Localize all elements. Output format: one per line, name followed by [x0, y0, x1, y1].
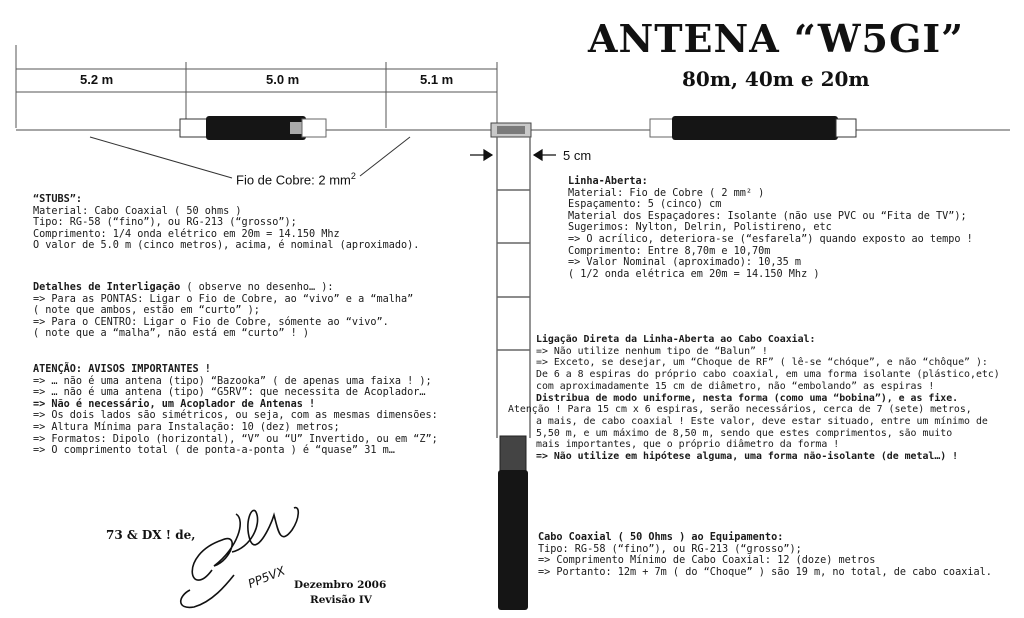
wire-label	[236, 171, 356, 187]
coax-feed	[498, 436, 528, 610]
interconnect-heading	[33, 282, 413, 294]
interconnect-line: ( note que a “malha”, não está em “curto” ! )	[33, 328, 310, 340]
spacing-arrows	[470, 150, 556, 160]
open-line-line: Material dos Espaçadores: Isolante (não use PVC ou “Fita de TV”);	[568, 210, 967, 222]
warnings-line: => O comprimento total ( de ponta-a-ponta ) é “quase” 31 m…	[33, 445, 395, 457]
warnings-title: ATENÇÃO: AVISOS IMPORTANTES !	[33, 364, 211, 375]
right-stub	[650, 116, 856, 140]
signoff-revision: Revisão IV	[310, 594, 372, 606]
interconnect-line: ( note que ambos, estão em “curto” );	[33, 305, 260, 317]
open-line-title: Linha-Aberta:	[568, 176, 648, 187]
direct-line: mais importantes, que o próprio diâmetro da forma !	[536, 439, 840, 451]
warnings-section	[33, 364, 438, 457]
direct-line: Atenção ! Para 15 cm x 6 espiras, serão necessários, cerca de 7 (sete) metros,	[508, 404, 972, 416]
stubs-section	[33, 194, 419, 252]
direct-title: Ligação Direta da Linha-Aberta ao Cabo Coaxial:	[536, 334, 816, 345]
page-title: ANTENA “W5GI”	[588, 16, 965, 61]
coax-line: Tipo: RG-58 (“fino”), ou RG-213 (“grosso”);	[538, 543, 802, 555]
signoff-greeting: 73 & DX ! de,	[106, 528, 196, 542]
open-line-line: ( 1/2 onda elétrica em 20m = 14.150 Mhz )	[568, 268, 820, 280]
dimension-seg1: 5.2 m	[80, 72, 114, 87]
interconnect-title-rest: ( observe no desenho… ):	[180, 282, 334, 293]
dimension-seg3: 5.1 m	[420, 72, 454, 87]
signature-scribble	[181, 508, 299, 608]
wire-label-text: Fio de Cobre: 2 mm	[236, 172, 351, 188]
interconnect-title: Detalhes de Interligação	[33, 282, 181, 293]
signoff-date: Dezembro 2006	[294, 579, 387, 591]
direct-line: De 6 a 8 espiras do próprio cabo coaxial, em uma forma isolante (plástico,etc)	[536, 369, 1000, 381]
warnings-line: => Não é necessário, um Acoplador de Antenas !	[33, 398, 316, 410]
dimension-seg2: 5.0 m	[266, 72, 300, 87]
open-line-section	[568, 176, 973, 280]
direct-line: => Não utilize em hipótese alguma, uma forma não-isolante (de metal…) !	[536, 451, 959, 463]
open-line-line: Comprimento: Entre 8,70m e 10,70m	[568, 245, 771, 257]
warnings-line: => Os dois lados são simétricos, ou seja, com as mesmas dimensões:	[33, 410, 438, 422]
interconnect-line: => Para as PONTAS: Ligar o Fio de Cobre, ao “vivo” e a “malha”	[33, 293, 414, 305]
direct-line: 5,50 m, e um máximo de 8,50 m, sendo que estes comprimentos, são muito	[536, 427, 953, 439]
open-line-line: Material: Fio de Cobre ( 2 mm² )	[568, 187, 765, 199]
open-line-line: Sugerimos: Nylton, Delrin, Polistireno, etc	[568, 222, 832, 234]
direct-line: a mais, de cabo coaxial ! Este valor, deve estar situado, entre um mínimo de	[536, 415, 988, 427]
stubs-line: Tipo: RG-58 (“fino”), ou RG-213 (“grosso”);	[33, 217, 297, 229]
open-line-line: Espaçamento: 5 (cinco) cm	[568, 199, 722, 211]
warnings-line: => … não é uma antena (tipo) “Bazooka” ( de apenas uma faixa ! );	[33, 375, 432, 387]
warnings-line: => … não é uma antena (tipo) “G5RV”: que necessita de Acoplador…	[33, 387, 426, 399]
stubs-line: Comprimento: 1/4 onda elétrico em 20m = 14.150 Mhz	[33, 228, 340, 240]
interconnect-section	[33, 282, 413, 340]
direct-line: => Não utilize nenhum tipo de “Balun” !	[536, 345, 768, 357]
interconnect-line: => Para o CENTRO: Ligar o Fio de Cobre, sómente ao “vivo”.	[33, 316, 389, 328]
direct-line: com aproximadamente 15 cm de diâmetro, não “embolando” as espiras !	[536, 380, 935, 392]
open-line-line: => Valor Nominal (aproximado): 10,35 m	[568, 257, 802, 269]
coax-title: Cabo Coaxial ( 50 Ohms ) ao Equipamento:	[538, 532, 784, 543]
direct-line: Distribua de modo uniforme, nesta forma (como uma “bobina”), e as fixe.	[536, 392, 959, 404]
signoff-signature: PP5VX	[246, 563, 287, 591]
stubs-line: O valor de 5.0 m (cinco metros), acima, é nominal (aproximado).	[33, 240, 420, 252]
coax-line: => Comprimento Mínimo de Cabo Coaxial: 12 (doze) metros	[538, 555, 876, 567]
wire-label-sup: 2	[350, 171, 356, 181]
warnings-line: => Altura Mínima para Instalação: 10 (dez) metros;	[33, 421, 340, 433]
left-stub	[180, 116, 326, 140]
stubs-line: Material: Cabo Coaxial ( 50 ohms )	[33, 205, 242, 217]
coax-section	[538, 532, 992, 578]
page-subtitle: 80m, 40m e 20m	[682, 67, 870, 91]
warnings-line: => Formatos: Dipolo (horizontal), “V” ou “U” Invertido, ou em “Z”;	[33, 433, 438, 445]
spacing-label: 5 cm	[563, 148, 592, 163]
ladder-line	[497, 137, 530, 438]
direct-line: => Exceto, se desejar, um “Choque de RF” ( lê-se “chóque”, e não “chôque” ):	[536, 357, 988, 369]
stubs-title: “STUBS”:	[33, 194, 83, 205]
direct-section	[508, 334, 1000, 463]
open-line-line: => O acrílico, deteriora-se (“esfarela”) quando exposto ao tempo !	[568, 233, 973, 245]
coax-line: => Portanto: 12m + 7m ( do “Choque” ) são 19 m, no total, de cabo coaxial.	[538, 566, 992, 578]
